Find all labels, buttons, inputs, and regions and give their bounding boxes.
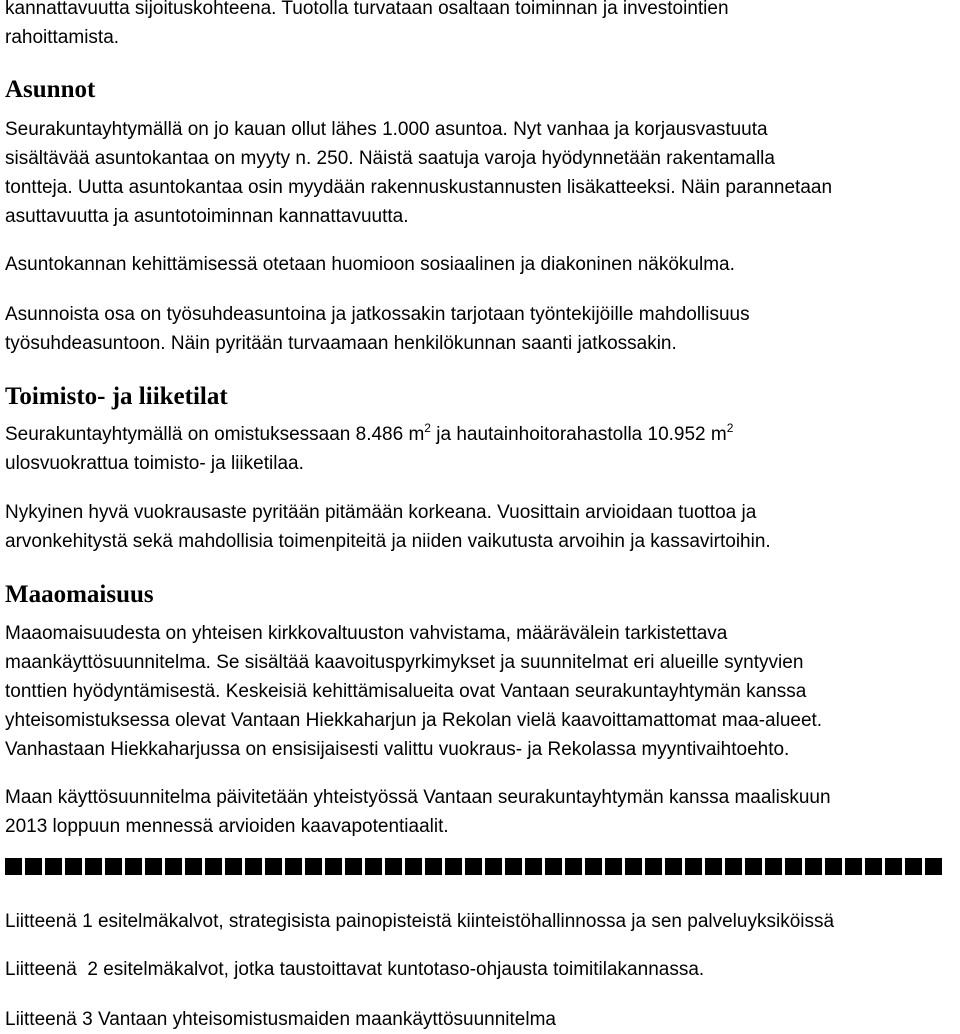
separator-square (745, 858, 762, 875)
toimisto-paragraph-1 (5, 420, 955, 478)
separator-square (165, 858, 182, 875)
separator-square (505, 858, 522, 875)
liite-2 (5, 955, 955, 984)
paragraph-line: kannattavuutta sijoituskohteena. Tuotolla turvataan osaltaan toiminnan ja investointien (5, 0, 729, 19)
separator-square (565, 858, 582, 875)
separator-square (305, 858, 322, 875)
separator-square (545, 858, 562, 875)
paragraph-line: Nykyinen hyvä vuokrausaste pyritään pitämään korkeana. Vuosittain arvioidaan tuottoa ja (5, 502, 757, 523)
separator-square (585, 858, 602, 875)
separator-square (385, 858, 402, 875)
separator-square (905, 858, 922, 875)
superscript: 2 (726, 421, 734, 435)
separator-square (425, 858, 442, 875)
separator-square (825, 858, 842, 875)
maaomaisuus-paragraph-2 (5, 783, 955, 841)
heading-maaomaisuus: Maaomaisuus (5, 581, 154, 608)
paragraph-line: arvonkehitystä sekä mahdollisia toimenpiteitä ja niiden vaikutusta arvoihin ja kassavirtoihin. (5, 531, 771, 552)
intro-paragraph (5, 0, 955, 52)
paragraph-line: rahoittamista. (5, 27, 120, 48)
separator-square (65, 858, 82, 875)
paragraph-line: työsuhdeasuntoon. Näin pyritään turvaamaan henkilökunnan saanti jatkossakin. (5, 333, 677, 354)
separator-square (345, 858, 362, 875)
separator-squares (5, 858, 955, 878)
attachment-line: Liitteenä 1 esitelmäkalvot, strategisista painopisteistä kiinteistöhallinnossa ja sen palveluyksiköissä (5, 911, 835, 932)
liite-1 (5, 907, 955, 936)
paragraph-line (5, 420, 955, 449)
attachment-line: Liitteenä 2 esitelmäkalvot, jotka taustoittavat kuntotaso-ohjausta toimitilakannassa. (5, 959, 705, 980)
separator-square (725, 858, 742, 875)
separator-square (285, 858, 302, 875)
liite-3 (5, 1005, 955, 1034)
paragraph-line: Maaomaisuudesta on yhteisen kirkkovaltuuston vahvistama, määrävälein tarkistettava (5, 623, 728, 644)
paragraph-line: tontteja. Uutta asuntokantaa osin myydään rakennuskustannusten lisäkatteeksi. Näin parannetaan (5, 177, 833, 198)
separator-square (245, 858, 262, 875)
separator-square (805, 858, 822, 875)
attachment-line: Liitteenä 3 Vantaan yhteisomistusmaiden maankäyttösuunnitelma (5, 1009, 556, 1030)
separator-square (445, 858, 462, 875)
separator-square (525, 858, 542, 875)
paragraph-line: 2013 loppuun mennessä arvioiden kaavapotentiaalit. (5, 816, 449, 837)
separator-square (5, 858, 22, 875)
asunnot-paragraph-1 (5, 115, 955, 231)
separator-square (845, 858, 862, 875)
separator-square (145, 858, 162, 875)
paragraph-line: ulosvuokrattua toimisto- ja liiketilaa. (5, 453, 304, 474)
separator-square (265, 858, 282, 875)
separator-square (105, 858, 122, 875)
separator-square (685, 858, 702, 875)
asunnot-paragraph-3 (5, 300, 955, 358)
separator-square (885, 858, 902, 875)
separator-square (225, 858, 242, 875)
separator-square (705, 858, 722, 875)
paragraph-line: Vanhastaan Hiekkaharjussa on ensisijaisesti valittu vuokraus- ja Rekolassa myyntivaihtoehto. (5, 739, 790, 760)
superscript: 2 (424, 421, 431, 435)
paragraph-line: Asunnoista osa on työsuhdeasuntoina ja jatkossakin tarjotaan työntekijöille mahdollisuus (5, 304, 750, 325)
separator-square (205, 858, 222, 875)
text-segment: Seurakuntayhtymällä on omistuksessaan 8.486 m (5, 424, 425, 445)
heading-toimisto: Toimisto- ja liiketilat (5, 383, 228, 410)
separator-square (865, 858, 882, 875)
paragraph-line: asuttavuutta ja asuntotoiminnan kannattavuutta. (5, 206, 409, 227)
separator-square (185, 858, 202, 875)
maaomaisuus-paragraph-1 (5, 619, 955, 764)
paragraph-line: Asuntokannan kehittämisessä otetaan huomioon sosiaalinen ja diakoninen näkökulma. (5, 254, 735, 275)
paragraph-line: Maan käyttösuunnitelma päivitetään yhteistyössä Vantaan seurakuntayhtymän kanssa maaliskuun (5, 787, 831, 808)
separator-square (465, 858, 482, 875)
separator-square (125, 858, 142, 875)
separator-square (625, 858, 642, 875)
paragraph-line: Seurakuntayhtymällä on jo kauan ollut lähes 1.000 asuntoa. Nyt vanhaa ja korjausvastuuta (5, 119, 768, 140)
paragraph-line: sisältävää asuntokantaa on myyty n. 250. Näistä saatuja varoja hyödynnetään rakentamalla (5, 148, 775, 169)
separator-square (645, 858, 662, 875)
paragraph-line: maankäyttösuunnitelma. Se sisältää kaavoituspyrkimykset ja suunnitelmat eri alueille syntyvien (5, 652, 804, 673)
separator-square (665, 858, 682, 875)
separator-square (765, 858, 782, 875)
asunnot-paragraph-2 (5, 250, 955, 279)
heading-asunnot: Asunnot (5, 76, 96, 103)
separator-square (925, 858, 942, 875)
separator-square (25, 858, 42, 875)
text-segment: ja hautainhoitorahastolla 10.952 m (430, 424, 727, 445)
separator-square (785, 858, 802, 875)
toimisto-paragraph-2 (5, 498, 955, 556)
separator-square (365, 858, 382, 875)
paragraph-line: yhteisomistuksessa olevat Vantaan Hiekkaharjun ja Rekolan vielä kaavoittamattomat maa-alueet. (5, 710, 823, 731)
separator-square (325, 858, 342, 875)
separator-square (405, 858, 422, 875)
paragraph-line: tonttien hyödyntämisestä. Keskeisiä kehittämisalueita ovat Vantaan seurakuntayhtymän kanssa (5, 681, 807, 702)
separator-square (605, 858, 622, 875)
separator-square (485, 858, 502, 875)
separator-square (45, 858, 62, 875)
separator-square (85, 858, 102, 875)
